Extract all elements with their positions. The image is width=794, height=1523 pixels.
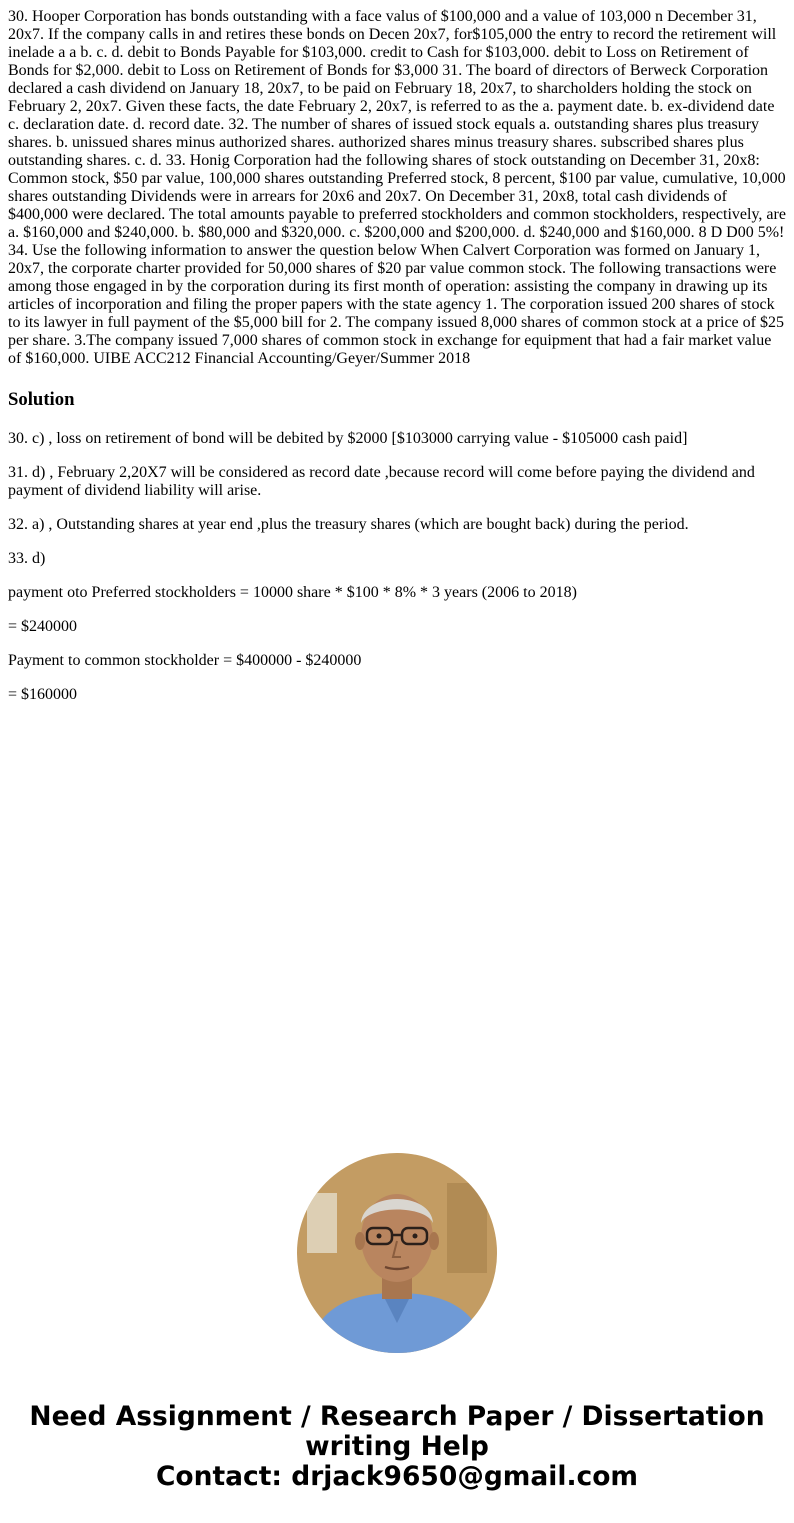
answer-33-common-calc: Payment to common stockholder = $400000 - $240000 [8,652,362,669]
promo-banner [0,1402,794,1492]
answer-33: 33. d) [8,550,46,567]
promo-contact-email: Contact: drjack9650@gmail.com [155,1461,639,1492]
answer-33-preferred-total: = $240000 [8,618,78,635]
avatar-illustration [297,1153,497,1353]
answer-31: 31. d) , February 2,20X7 will be considered as record date ,because record will come before paying the dividend and payment of dividend liability will arise. [8,464,755,499]
promo-line-1: Need Assignment / Research Paper / Dissertation [29,1401,765,1432]
answer-30: 30. c) , loss on retirement of bond will be debited by $2000 [$103000 carrying value - $105000 cash paid] [8,430,688,447]
answer-32: 32. a) , Outstanding shares at year end ,plus the treasury shares (which are bought back) during the period. [8,516,689,533]
person-photo-avatar [297,1153,497,1353]
page-content [8,8,786,704]
question-text: 30. Hooper Corporation has bonds outstanding with a face valus of $100,000 and a value of 103,000 n December 31, 20x7. If the company calls in and retires these bonds on Decen 20x7, for$105,000 the entry to record the retirement will inelade a a b. c. d. debit to Bonds Payable for $103,000. credit to Cash for $103,000. debit to Loss on Retirement of Bonds for $2,000. debit to Loss on Retirement of Bonds for $3,000 31. The board of directors of Berweck Corporation declared a cash dividend on January 18, 20x7, to be paid on February 18, 20x7, to sharcholders holding the stock on February 2, 20x7. Given these facts, the date February 2, 20x7, is referred to as the a. payment date. b. ex-dividend date c. declaration date. d. record date. 32. The number of shares of issued stock equals a. outstanding shares plus treasury shares. b. unissued shares minus authorized shares. authorized shares minus treasury shares. subscribed shares plus outstanding shares. c. d. 33. Honig Corporation had the following shares of stock outstanding on December 31, 20x8: Common stock, $50 par value, 100,000 shares outstanding Preferred stock, 8 percent, $100 par value, cumulative, 10,000 shares outstanding Dividends were in arrears for 20x6 and 20x7. On December 31, 20x8, total cash dividends of $400,000 were declared. The total amounts payable to preferred stockholders and common stockholders, respectively, are a. $160,000 and $240,000. b. $80,000 and $320,000. c. $200,000 and $200,000. d. $240,000 and $160,000. 8 D D00 5%! 34. Use the following information to answer the question below When Calvert Corporation was formed on January 1, 20x7, the corporate charter provided for 50,000 shares of $20 par value common stock. The following transactions were among those engaged in by the corporation during its first month of operation: assisting the company in drawing up its articles of incorporation and filing the proper papers with the state agency 1. The corporation issued 200 shares of stock to its lawyer in full payment of the $5,000 bill for 2. The company issued 8,000 shares of common stock at a price of $25 per share. 3.The company issued 7,000 shares of common stock in exchange for equipment that had a fair market value of $160,000. UIBE ACC212 Financial Accounting/Geyer/Summer 2018 [8,8,786,367]
answer-33-preferred-calc: payment oto Preferred stockholders = 10000 share * $100 * 8% * 3 years (2006 to 2018) [8,584,577,601]
solution-heading: Solution [8,389,75,410]
promo-line-2: writing Help [305,1431,489,1462]
answer-33-common-total: = $160000 [8,686,78,703]
